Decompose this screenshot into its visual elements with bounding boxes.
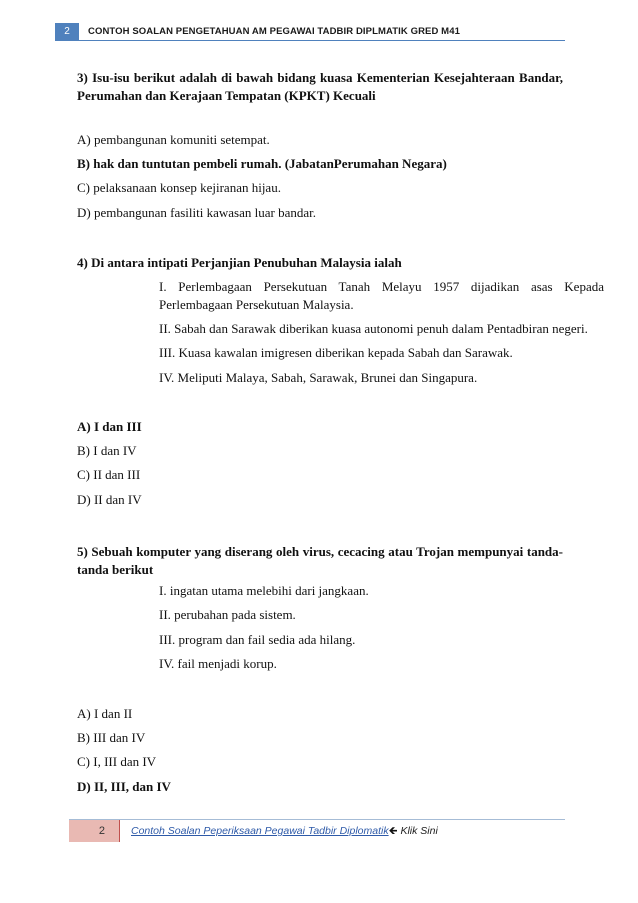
page-header (0, 23, 638, 40)
footer-page-number: 2 (98, 825, 105, 837)
footer-link[interactable]: Contoh Soalan Peperiksaan Pegawai Tadbir Diplomatik (131, 825, 389, 837)
q3-option-c: C) pelaksanaan konsep kejiranan hijau. (77, 180, 281, 195)
q5-statement-4: IV. fail menjadi korup. (159, 656, 277, 671)
q4-statement-2: II. Sabah dan Sarawak diberikan kuasa autonomi penuh dalam Pentadbiran negeri. (159, 321, 588, 336)
footer-text (131, 820, 438, 842)
q5-option-a: A) I dan II (77, 706, 133, 721)
q5-statement-3: III. program dan fail sedia ada hilang. (159, 632, 356, 647)
q4-option-d: D) II dan IV (77, 492, 142, 507)
q5-option-c: C) I, III dan IV (77, 754, 157, 769)
q3-option-a: A) pembangunan komuniti setempat. (77, 132, 270, 147)
q4-option-a: A) I dan III (77, 419, 142, 434)
q4-option-b: B) I dan IV (77, 443, 137, 458)
q4-statement-3: III. Kuasa kawalan imigresen diberikan kepada Sabah dan Sarawak. (159, 345, 513, 360)
q4-statement-1: I. Perlembagaan Persekutuan Tanah Melayu 1957 dijadikan asas Kepada Perlembagaan Persekutuan Malaysia. (159, 279, 604, 312)
q5-option-b: B) III dan IV (77, 730, 146, 745)
q5-statement-1: I. ingatan utama melebihi dari jangkaan. (159, 583, 369, 598)
footer-page-badge (69, 820, 120, 842)
header-page-number: 2 (55, 23, 79, 40)
q3-option-b: B) hak dan tuntutan pembeli rumah. (JabatanPerumahan Negara) (77, 156, 447, 171)
q3-option-d: D) pembangunan fasiliti kawasan luar bandar. (77, 205, 316, 220)
footer-click-here[interactable]: Klik Sini (400, 825, 438, 837)
question-5: 5) Sebuah komputer yang diserang oleh virus, cecacing atau Trojan mempunyai tanda-tanda berikut (77, 544, 563, 577)
q4-statement-4: IV. Meliputi Malaya, Sabah, Sarawak, Brunei dan Singapura. (159, 370, 478, 385)
arrow-left-icon: 🡸 (388, 825, 398, 837)
q5-option-d: D) II, III, dan IV (77, 779, 171, 794)
q5-statement-2: II. perubahan pada sistem. (159, 607, 296, 622)
q4-option-c: C) II dan III (77, 467, 141, 482)
question-3: 3) Isu-isu berikut adalah di bawah bidang kuasa Kementerian Kesejahteraan Bandar, Perumahan dan Kerajaan Tempatan (KPKT) Kecuali (77, 70, 563, 103)
header-divider (55, 40, 565, 41)
question-4: 4) Di antara intipati Perjanjian Penubuhan Malaysia ialah (77, 255, 402, 270)
header-title: CONTOH SOALAN PENGETAHUAN AM PEGAWAI TADBIR DIPLMATIK GRED M41 (88, 26, 460, 37)
